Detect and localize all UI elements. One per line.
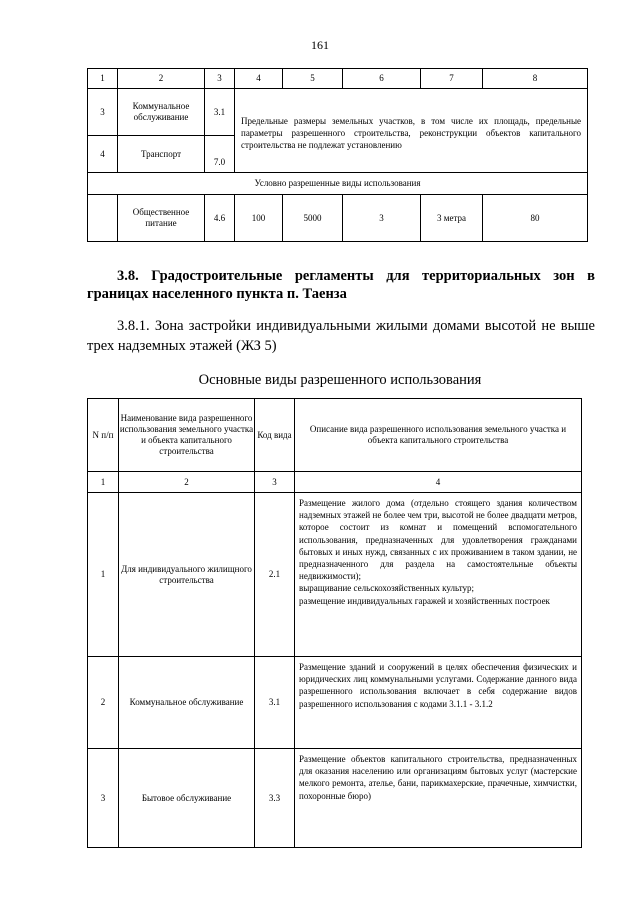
column-number: 4 — [295, 472, 582, 493]
table-row — [88, 657, 582, 749]
use-description: Размещение объектов капитального строительства, предназначенных для оказания населению или организациям бытовых услуг (мастерские мелкого ремонта, ателье, бани, парикмахерские, прачечные, химчистки, похоронные бюро) — [295, 749, 582, 848]
use-name: Бытовое обслуживание — [119, 749, 255, 848]
use-code: 3.3 — [255, 749, 295, 848]
top-header-cell: 5 — [283, 69, 343, 89]
param-cell: 3 метра — [421, 195, 483, 242]
use-code: 2.1 — [255, 493, 295, 657]
main-uses-title: Основные виды разрешенного использования — [198, 372, 482, 388]
top-table — [87, 68, 588, 242]
page-number: 161 — [311, 38, 329, 52]
row-number: 3 — [88, 89, 118, 136]
table-row — [88, 195, 588, 242]
merged-description: Предельные размеры земельных участков, в том числе их площадь, предельные параметры разрешенного строительства, реконструкции объектов капитального строительства не подлежат установлению — [235, 89, 588, 173]
use-name: Транспорт — [118, 136, 205, 173]
use-code: 3.1 — [205, 89, 235, 136]
table-row — [88, 89, 588, 136]
top-header-cell: 7 — [421, 69, 483, 89]
param-cell: 5000 — [283, 195, 343, 242]
top-header-cell: 8 — [483, 69, 588, 89]
row-number — [88, 195, 118, 242]
top-header-cell: 2 — [118, 69, 205, 89]
table-row — [88, 493, 582, 657]
row-number: 3 — [88, 749, 119, 848]
column-number: 3 — [255, 472, 295, 493]
use-name: Коммунальное обслуживание — [119, 657, 255, 749]
zone-paragraph-text: 3.8.1. Зона застройки индивидуальными жилыми домами высотой не выше трех надземных этажей (ЖЗ 5) — [87, 318, 595, 354]
top-header-cell: 4 — [235, 69, 283, 89]
section-heading-text: 3.8. Градостроительные регламенты для территориальных зон в границах населенного пункта п. Таенза — [87, 268, 595, 302]
top-table-header-row — [88, 69, 588, 89]
row-number: 4 — [88, 136, 118, 173]
row-number: 1 — [88, 493, 119, 657]
use-description: Размещение зданий и сооружений в целях обеспечения физических и юридических лиц коммунальными услугами. Содержание данного вида разрешенного использования включает в себя содержание видов разрешенного использования с кодами 3.1.1 - 3.1.2 — [295, 657, 582, 749]
top-header-cell: 3 — [205, 69, 235, 89]
main-table-header-row — [88, 399, 582, 472]
use-name: Общественное питание — [118, 195, 205, 242]
row-number: 2 — [88, 657, 119, 749]
param-cell: 80 — [483, 195, 588, 242]
table-row — [88, 749, 582, 848]
use-description: Размещение жилого дома (отдельно стоящего здания количеством надземных этажей не более чем три, высотой не более двадцати метров, которое состоит из комнат и помещений вспомогательного использования, предназначенных для удовлетворения гражданами бытовых и иных нужд, связанных с их проживанием в таком здании, не предназначенного для раздела на самостоятельные объекты недвижимости); выращивание сельскохозяйственных культур; размещение индивидуальных гаражей и хозяйственных построек — [295, 493, 582, 657]
use-code: 4.6 — [205, 195, 235, 242]
column-numbers-row — [88, 472, 582, 493]
column-number: 1 — [88, 472, 119, 493]
conditional-uses-row — [88, 173, 588, 195]
top-header-cell: 6 — [343, 69, 421, 89]
param-cell: 3 — [343, 195, 421, 242]
zone-paragraph — [87, 316, 595, 356]
column-number: 2 — [119, 472, 255, 493]
use-code: 7.0 — [205, 136, 235, 173]
main-uses-table — [87, 398, 582, 848]
param-cell: 100 — [235, 195, 283, 242]
header-desc: Описание вида разрешенного использования земельного участка и объекта капитального строительства — [295, 399, 582, 472]
use-name: Для индивидуального жилищного строительства — [119, 493, 255, 657]
header-name: Наименование вида разрешенного использования земельного участка и объекта капитального строительства — [119, 399, 255, 472]
header-code: Код вида — [255, 399, 295, 472]
use-code: 3.1 — [255, 657, 295, 749]
section-heading — [87, 267, 595, 303]
use-name: Коммунальное обслуживание — [118, 89, 205, 136]
conditional-uses-title: Условно разрешенные виды использования — [88, 173, 588, 195]
header-num: N п/п — [88, 399, 119, 472]
top-header-cell: 1 — [88, 69, 118, 89]
